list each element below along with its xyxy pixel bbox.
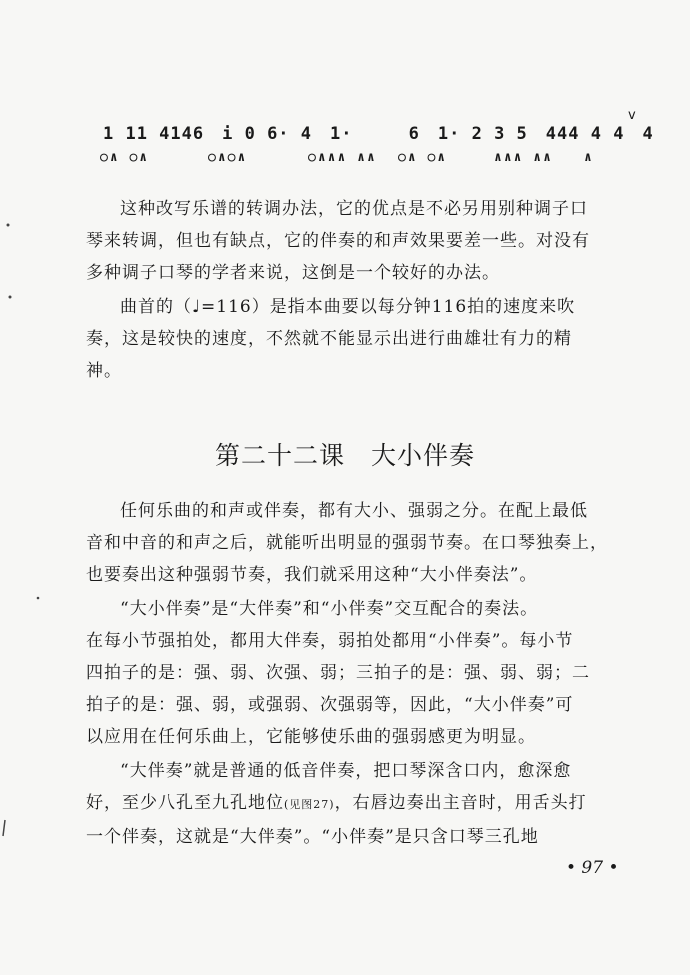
paragraph-intro bbox=[86, 495, 652, 591]
text-line: 这种改写乐谱的转调办法，它的优点是不必另用别种调子口 bbox=[120, 199, 588, 219]
speck bbox=[9, 296, 12, 299]
page-number: • 97 • bbox=[566, 858, 619, 878]
measure: 444 4 4 bbox=[545, 124, 625, 144]
measure: 4 bbox=[642, 124, 654, 144]
speck bbox=[7, 224, 10, 227]
text-line bbox=[86, 787, 652, 821]
breath-mark: ○∧ ○∧ bbox=[398, 150, 448, 165]
end-mark: v bbox=[628, 108, 636, 123]
paragraph-transposition bbox=[86, 193, 652, 289]
text-line: 曲首的（♩=116）是指本曲要以每分钟116拍的速度来吹 bbox=[120, 297, 576, 317]
measure: 1· 6 bbox=[330, 124, 420, 144]
text-line: “大小伴奏”是“大伴奏”和“小伴奏”交互配合的奏法。 bbox=[120, 599, 539, 619]
text-line: 拍子的是：强、弱，或强弱、次强弱等，因此，“大小伴奏”可 bbox=[86, 695, 574, 715]
text-line: 任何乐曲的和声或伴奏，都有大小、强弱之分。在配上最低 bbox=[120, 501, 588, 521]
text-line: 琴来转调，但也有缺点，它的伴奏的和声效果要差一些。对没有 bbox=[86, 231, 590, 251]
paragraph-tempo bbox=[86, 291, 652, 387]
breath-mark: ○∧∧∧ ∧∧ bbox=[308, 150, 377, 165]
speck bbox=[3, 820, 5, 836]
speck bbox=[37, 597, 40, 600]
text-line: 神。 bbox=[86, 361, 122, 381]
notation-breath-row bbox=[100, 150, 640, 165]
lesson-title: 第二十二课 大小伴奏 bbox=[214, 441, 475, 470]
measure: 1 11 4146 bbox=[103, 124, 205, 144]
figure-reference: (见图27) bbox=[284, 798, 335, 811]
notation-notes-row bbox=[100, 108, 654, 144]
text-line: 在每小节强拍处，都用大伴奏，弱拍处都用“小伴奏”。每小节 bbox=[86, 631, 574, 651]
text-line: 音和中音的和声之后，就能听出明显的强弱节奏。在口琴独奏上， bbox=[86, 533, 608, 553]
text-line: 四拍子的是：强、弱、次强、弱；三拍子的是：强、弱、弱；二 bbox=[86, 663, 590, 683]
breath-mark: ○∧ ○∧ bbox=[100, 150, 150, 165]
text-line: 奏，这是较快的速度，不然就不能显示出进行曲雄壮有力的精 bbox=[86, 329, 572, 349]
text-line: “大伴奏”就是普通的低音伴奏，把口琴深含口内，愈深愈 bbox=[120, 761, 572, 781]
breath-mark: ∧ bbox=[584, 150, 594, 165]
breath-mark: ○∧○∧ bbox=[208, 150, 248, 165]
measure: i 0 6· 4 bbox=[222, 124, 313, 144]
measure: 1· 2 3 5 bbox=[437, 124, 528, 144]
paragraph-big-accompaniment bbox=[86, 755, 652, 853]
text-line: 一个伴奏，这就是“大伴奏”。“小伴奏”是只含口琴三孔地 bbox=[86, 827, 539, 847]
breath-mark: ∧∧∧ ∧∧ bbox=[494, 150, 553, 165]
text-line: 多种调子口琴的学者来说，这倒是一个较好的办法。 bbox=[86, 263, 500, 283]
text-fragment: ，右唇边奏出主音时，用舌头打 bbox=[334, 793, 587, 813]
text-line: 以应用在任何乐曲上，它能够使乐曲的强弱感更为明显。 bbox=[86, 727, 536, 747]
numbered-notation bbox=[100, 108, 654, 165]
paragraph-definition bbox=[86, 593, 652, 753]
text-fragment: 好，至少八孔至九孔地位 bbox=[86, 793, 284, 813]
text-line: 也要奏出这种强弱节奏，我们就采用这种“大小伴奏法”。 bbox=[86, 565, 538, 585]
